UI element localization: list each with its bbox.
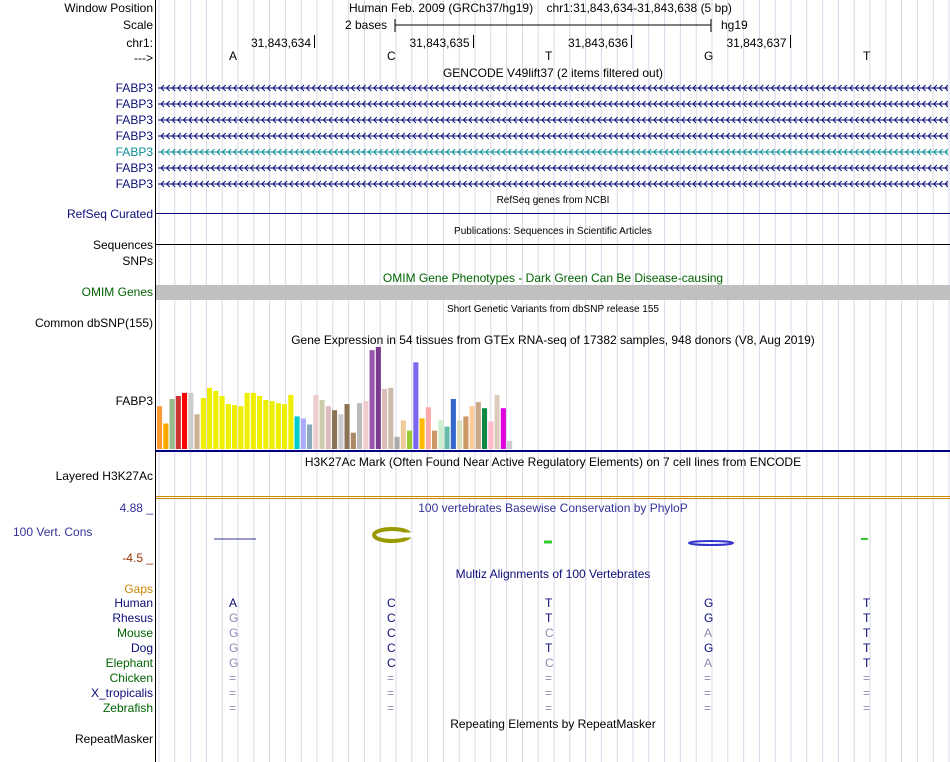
omim-label[interactable]: OMIM Genes	[81, 285, 153, 299]
gtex-track-title[interactable]: Gene Expression in 54 tissues from GTEx RNA-seq of 17382 samples, 948 donors (V8, Aug 2019)	[291, 333, 815, 347]
gtex-tissue-bar[interactable]	[238, 406, 243, 449]
multiz-base: C	[545, 626, 554, 640]
gtex-tissue-bar[interactable]	[213, 391, 218, 449]
gtex-tissue-bar[interactable]	[401, 420, 406, 449]
gtex-tissue-bar[interactable]	[207, 388, 212, 449]
multiz-base: =	[704, 671, 712, 685]
multiz-base: T	[545, 611, 553, 625]
gtex-tissue-bar[interactable]	[420, 418, 425, 449]
multiz-base: A	[229, 596, 238, 610]
refseq-gene-line[interactable]	[156, 213, 950, 214]
gtex-tissue-bar[interactable]	[182, 393, 187, 449]
gtex-tissue-bar[interactable]	[320, 400, 325, 449]
gtex-tissue-bar[interactable]	[220, 396, 225, 449]
gencode-track-title[interactable]: GENCODE V49lift37 (2 items filtered out)	[442, 66, 664, 80]
gencode-gene-feature[interactable]	[158, 114, 948, 126]
gtex-tissue-bar[interactable]	[476, 402, 481, 449]
multiz-base: T	[863, 641, 871, 655]
multiz-base: G	[704, 596, 714, 610]
multiz-base: C	[387, 656, 396, 670]
multiz-base: =	[704, 701, 712, 715]
gtex-tissue-bar[interactable]	[226, 404, 231, 449]
gtex-tissue-bar[interactable]	[432, 431, 437, 449]
multiz-species-label[interactable]: Human	[114, 596, 153, 610]
gtex-tissue-bar[interactable]	[463, 416, 468, 449]
scale-assembly: hg19	[721, 18, 748, 32]
gtex-tissue-bar[interactable]	[326, 406, 331, 449]
multiz-base: C	[387, 641, 396, 655]
gtex-tissue-bar[interactable]	[232, 405, 237, 449]
multiz-species-label[interactable]: Dog	[130, 641, 153, 655]
gtex-tissue-bar[interactable]	[376, 347, 381, 449]
gtex-tissue-bar[interactable]	[395, 437, 400, 449]
reference-base: A	[229, 49, 238, 63]
multiz-base: =	[229, 671, 237, 685]
multiz-base: =	[863, 686, 871, 700]
gaps-label[interactable]: Gaps	[124, 582, 153, 596]
multiz-base: =	[387, 701, 395, 715]
multiz-base: C	[387, 596, 396, 610]
chrom-tick-mark	[473, 35, 474, 48]
gencode-gene-feature[interactable]	[158, 178, 948, 190]
gtex-tissue-bar[interactable]	[282, 404, 287, 449]
publications-track-title[interactable]: Publications: Sequences in Scientific Articles	[454, 226, 652, 237]
phylop-max-label: 4.88 _	[119, 501, 153, 515]
snps-label[interactable]: SNPs	[122, 254, 153, 268]
gtex-bar-chart[interactable]	[156, 347, 950, 453]
multiz-base: C	[387, 626, 396, 640]
reference-base: G	[704, 49, 714, 63]
multiz-species-label[interactable]: X_tropicalis	[90, 686, 153, 700]
dbsnp-track-title[interactable]: Short Genetic Variants from dbSNP release 155	[447, 304, 659, 315]
h3k27ac-track-title[interactable]: H3K27Ac Mark (Often Found Near Active Regulatory Elements) on 7 cell lines from ENCODE	[304, 455, 802, 469]
gencode-gene-feature[interactable]	[158, 146, 948, 158]
multiz-base: G	[229, 641, 239, 655]
multiz-base: G	[229, 611, 239, 625]
chrom-tick-label: 31,843,634	[250, 36, 311, 50]
repeatmasker-track-title[interactable]: Repeating Elements by RepeatMasker	[450, 717, 656, 731]
gencode-gene-feature[interactable]	[158, 162, 948, 174]
gencode-gene-label[interactable]: FABP3	[115, 161, 153, 175]
gtex-tissue-bar[interactable]	[195, 414, 200, 449]
scale-label: Scale	[122, 18, 153, 32]
gtex-tissue-bar[interactable]	[363, 401, 368, 449]
gtex-tissue-bar[interactable]	[176, 396, 181, 449]
multiz-base: =	[704, 686, 712, 700]
gtex-tissue-bar[interactable]	[201, 398, 206, 449]
strand-label: --->	[134, 51, 153, 65]
multiz-base: T	[545, 641, 553, 655]
window-position-label: Window Position	[64, 1, 153, 15]
dbsnp-label[interactable]: Common dbSNP(155)	[34, 316, 153, 330]
phylop-label[interactable]: 100 Vert. Cons	[13, 525, 93, 539]
gtex-tissue-bar[interactable]	[338, 414, 343, 449]
reference-base: T	[863, 49, 871, 63]
sequences-line[interactable]	[156, 244, 950, 245]
gencode-gene-feature[interactable]	[158, 98, 948, 110]
scale-bar	[394, 18, 714, 34]
chrom-tick-label: 31,843,636	[567, 36, 628, 50]
chrom-tick-mark	[631, 35, 632, 48]
scale-bar-label: 2 bases	[345, 18, 388, 32]
gencode-gene-feature[interactable]	[158, 130, 948, 142]
gtex-tissue-bar[interactable]	[301, 418, 306, 449]
chrom-tick-mark	[314, 35, 315, 48]
gtex-tissue-bar[interactable]	[313, 395, 318, 449]
multiz-species-label[interactable]: Elephant	[105, 656, 153, 670]
gtex-tissue-bar[interactable]	[263, 400, 268, 449]
h3k27ac-line-1	[156, 496, 950, 497]
multiz-base: T	[863, 656, 871, 670]
gtex-tissue-bar[interactable]	[407, 431, 412, 449]
multiz-base: T	[863, 611, 871, 625]
gtex-tissue-bar[interactable]	[495, 395, 500, 449]
gtex-tissue-bar[interactable]	[382, 389, 387, 449]
multiz-base: =	[229, 701, 237, 715]
window-position-text: Human Feb. 2009 (GRCh37/hg19) chr1:31,843,634-31,843,638 (5 bp)	[349, 1, 732, 15]
multiz-species-label[interactable]: Mouse	[116, 626, 153, 640]
reference-base: C	[387, 49, 396, 63]
chrom-tick-mark	[790, 35, 791, 48]
gtex-tissue-bar[interactable]	[457, 420, 462, 449]
gtex-tissue-bar[interactable]	[501, 408, 506, 449]
multiz-track-title[interactable]: Multiz Alignments of 100 Vertebrates	[455, 567, 651, 581]
multiz-base: =	[387, 671, 395, 685]
gtex-tissue-bar[interactable]	[345, 404, 350, 449]
multiz-base: =	[545, 701, 553, 715]
multiz-base: =	[545, 671, 553, 685]
refseq-label[interactable]: RefSeq Curated	[66, 207, 153, 221]
h3k27ac-line-2	[156, 498, 950, 499]
gtex-tissue-bar[interactable]	[276, 403, 281, 449]
multiz-base: =	[545, 686, 553, 700]
gencode-gene-label[interactable]: FABP3	[115, 97, 153, 111]
gtex-tissue-bar[interactable]	[245, 393, 250, 449]
repeatmasker-label[interactable]: RepeatMasker	[74, 732, 153, 746]
multiz-base: =	[229, 686, 237, 700]
chrom-label: chr1:	[126, 36, 153, 50]
gtex-tissue-bar[interactable]	[507, 441, 512, 449]
gencode-gene-label[interactable]: FABP3	[115, 177, 153, 191]
multiz-species-label[interactable]: Zebrafish	[102, 701, 153, 715]
gtex-tissue-bar[interactable]	[257, 396, 262, 449]
multiz-base: G	[704, 611, 714, 625]
gtex-tissue-bar[interactable]	[388, 388, 393, 449]
multiz-base: =	[863, 671, 871, 685]
gtex-tissue-bar[interactable]	[157, 406, 162, 449]
multiz-base: G	[229, 626, 239, 640]
gtex-tissue-bar[interactable]	[188, 393, 193, 449]
gencode-gene-label[interactable]: FABP3	[115, 81, 153, 95]
multiz-base: C	[387, 611, 396, 625]
gtex-tissue-bar[interactable]	[170, 399, 175, 449]
multiz-base: A	[704, 626, 713, 640]
gencode-gene-label[interactable]: FABP3	[115, 145, 153, 159]
gtex-tissue-bar[interactable]	[370, 350, 375, 449]
gtex-tissue-bar[interactable]	[251, 393, 256, 449]
multiz-base: T	[863, 596, 871, 610]
refseq-track-title[interactable]: RefSeq genes from NCBI	[496, 195, 610, 206]
multiz-base: =	[863, 701, 871, 715]
multiz-base: G	[704, 641, 714, 655]
gtex-tissue-bar[interactable]	[332, 410, 337, 449]
gtex-tissue-bar[interactable]	[426, 407, 431, 449]
gtex-tissue-bar[interactable]	[288, 395, 293, 449]
gencode-gene-feature[interactable]	[158, 82, 948, 94]
gencode-gene-label[interactable]: FABP3	[115, 129, 153, 143]
gtex-tissue-bar[interactable]	[270, 401, 275, 449]
phylop-signal[interactable]	[156, 520, 950, 550]
sequences-label[interactable]: Sequences	[92, 238, 153, 252]
gtex-tissue-bar[interactable]	[295, 416, 300, 449]
gtex-label[interactable]: FABP3	[115, 394, 153, 408]
multiz-base: C	[545, 656, 554, 670]
chrom-tick-label: 31,843,637	[726, 36, 787, 50]
reference-base: T	[545, 49, 553, 63]
gencode-gene-label[interactable]: FABP3	[115, 113, 153, 127]
phylop-track-title[interactable]: 100 vertebrates Basewise Conservation by PhyloP	[418, 501, 688, 515]
omim-track-title[interactable]: OMIM Gene Phenotypes - Dark Green Can Be Disease-causing	[382, 271, 724, 285]
phylop-min-label: -4.5 _	[122, 551, 153, 565]
omim-gene-bar[interactable]	[156, 285, 950, 300]
gtex-tissue-bar[interactable]	[451, 399, 456, 449]
multiz-base: G	[229, 656, 239, 670]
gtex-tissue-bar[interactable]	[482, 408, 487, 449]
gtex-tissue-bar[interactable]	[438, 420, 443, 449]
gtex-tissue-bar[interactable]	[470, 406, 475, 449]
multiz-base: A	[704, 656, 713, 670]
gtex-tissue-bar[interactable]	[445, 427, 450, 449]
multiz-base: =	[387, 686, 395, 700]
multiz-base: T	[863, 626, 871, 640]
multiz-species-label[interactable]: Chicken	[109, 671, 153, 685]
gtex-tissue-bar[interactable]	[351, 433, 356, 449]
multiz-species-label[interactable]: Rhesus	[112, 611, 153, 625]
gtex-tissue-bar[interactable]	[488, 422, 493, 450]
gtex-tissue-bar[interactable]	[307, 425, 312, 450]
h3k27ac-label[interactable]: Layered H3K27Ac	[55, 469, 153, 483]
multiz-base: T	[545, 596, 553, 610]
chrom-tick-label: 31,843,635	[409, 36, 470, 50]
gtex-tissue-bar[interactable]	[413, 362, 418, 449]
gtex-tissue-bar[interactable]	[163, 424, 168, 450]
gtex-tissue-bar[interactable]	[357, 403, 362, 449]
